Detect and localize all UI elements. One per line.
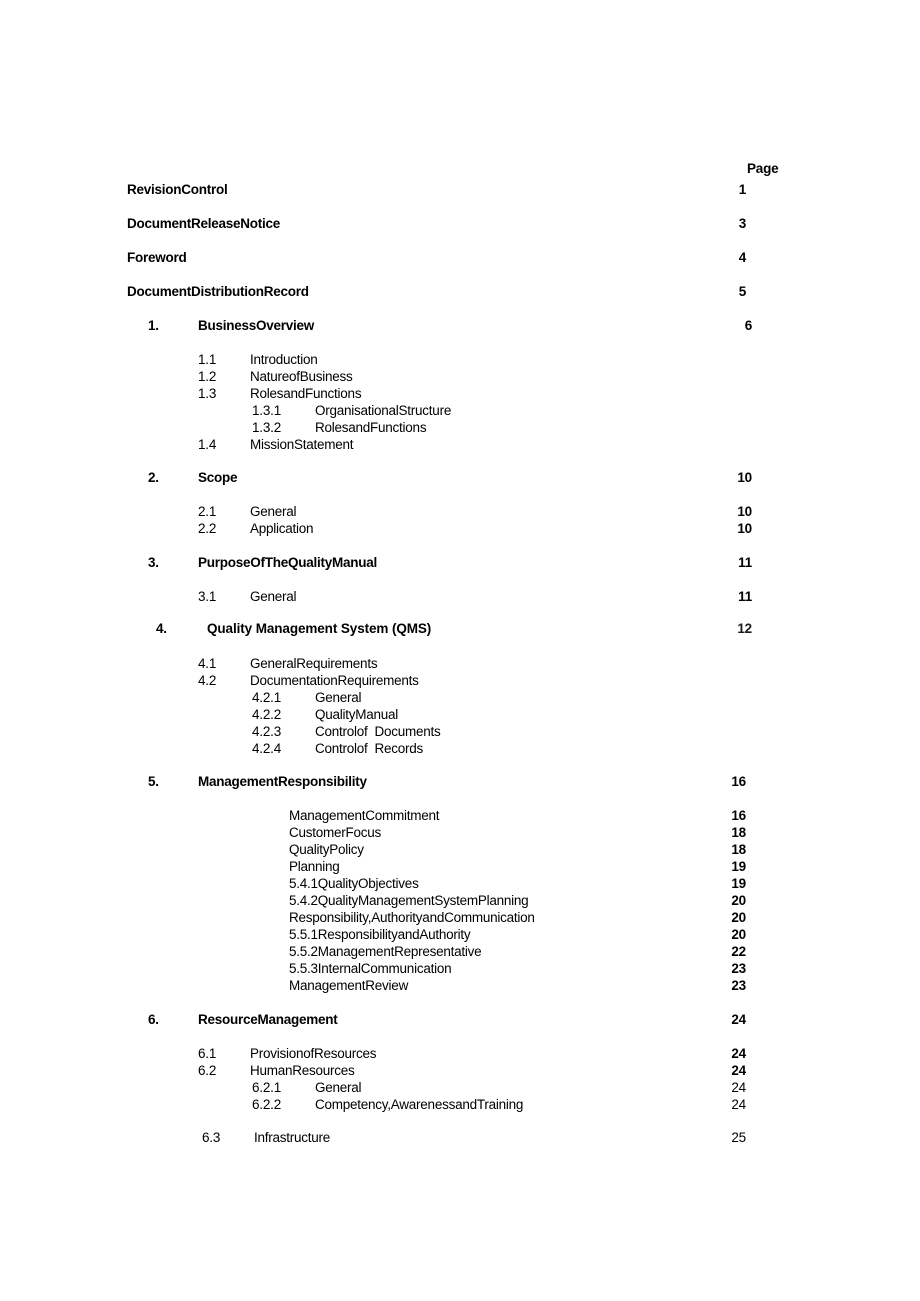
toc-entry-number: 1.4 (198, 437, 217, 452)
toc-entry-page-number: 18 (731, 825, 746, 840)
toc-entry-number: 4.2 (198, 673, 217, 688)
toc-entry-title[interactable]: GeneralRequirements (250, 656, 378, 671)
toc-row[interactable] (0, 419, 920, 436)
toc-row[interactable] (0, 588, 920, 605)
toc-entry-page-number: 19 (731, 859, 746, 874)
toc-entry-number: 5. (148, 774, 159, 789)
toc-entry-page-number: 20 (731, 927, 746, 942)
toc-entry-title[interactable]: Application (250, 521, 314, 536)
toc-row[interactable] (0, 892, 920, 909)
toc-row[interactable] (0, 807, 920, 824)
toc-entry-number: 4.2.1 (252, 690, 282, 705)
toc-row[interactable] (0, 1011, 920, 1028)
toc-entry-title[interactable]: General (315, 690, 362, 705)
toc-entry-title[interactable]: Infrastructure (254, 1130, 331, 1145)
toc-entry-title[interactable]: Controlof Records (315, 741, 424, 756)
toc-row[interactable] (0, 1079, 920, 1096)
toc-entry-page-number: 23 (731, 961, 746, 976)
toc-entry-title[interactable]: General (250, 589, 297, 604)
toc-entry-page-number: 24 (731, 1080, 746, 1095)
toc-row[interactable] (0, 368, 920, 385)
toc-entry-number: 2. (148, 470, 159, 485)
toc-entry-page-number: 24 (731, 1046, 746, 1061)
toc-entry-title[interactable]: DocumentationRequirements (250, 673, 419, 688)
toc-row[interactable] (0, 858, 920, 875)
toc-entry-page-number: 10 (737, 521, 752, 536)
toc-entry-title[interactable]: NatureofBusiness (250, 369, 353, 384)
toc-entry-page-number: 18 (731, 842, 746, 857)
toc-row[interactable] (0, 469, 920, 486)
toc-entry-title[interactable]: 5.4.1QualityObjectives (289, 876, 419, 891)
toc-row[interactable] (0, 909, 920, 926)
toc-entry-title[interactable]: 5.5.2ManagementRepresentative (289, 944, 482, 959)
toc-entry-title[interactable]: ManagementCommitment (289, 808, 440, 823)
toc-row[interactable] (0, 740, 920, 757)
toc-entry-number: 1.2 (198, 369, 217, 384)
toc-row[interactable] (0, 841, 920, 858)
toc-entry-page-number: 19 (731, 876, 746, 891)
toc-entry-title[interactable]: RevisionControl (127, 182, 228, 197)
toc-entry-page-number: 24 (731, 1097, 746, 1112)
toc-entry-page-number: 16 (731, 808, 746, 823)
toc-row[interactable] (0, 875, 920, 892)
toc-entry-number: 1.1 (198, 352, 217, 367)
toc-entry-number: 4.2.4 (252, 741, 282, 756)
toc-entry-title[interactable]: CustomerFocus (289, 825, 382, 840)
toc-entry-title[interactable]: ResourceManagement (198, 1012, 338, 1027)
toc-entry-page-number: 5 (738, 284, 746, 299)
toc-row[interactable] (0, 977, 920, 994)
toc-row[interactable] (0, 181, 920, 198)
toc-row[interactable] (0, 1045, 920, 1062)
toc-entry-page-number: 11 (738, 555, 752, 570)
toc-entry-page-number: 10 (737, 470, 752, 485)
toc-entry-number: 4.1 (198, 656, 217, 671)
toc-entry-title[interactable]: Competency,AwarenessandTraining (315, 1097, 524, 1112)
toc-entry-page-number: 20 (731, 910, 746, 925)
toc-entry-title[interactable]: Scope (198, 470, 238, 485)
toc-row[interactable] (0, 1062, 920, 1079)
page-column-header: Page (747, 161, 779, 176)
toc-entry-title[interactable]: ManagementResponsibility (198, 774, 367, 789)
toc-row[interactable] (0, 655, 920, 672)
toc-entry-title[interactable]: General (315, 1080, 362, 1095)
toc-entry-title[interactable]: PurposeOfTheQualityManual (198, 555, 378, 570)
toc-entry-page-number: 3 (738, 216, 746, 231)
toc-entry-page-number: 24 (731, 1012, 746, 1027)
toc-entry-number: 2.1 (198, 504, 217, 519)
toc-entry-title[interactable]: Introduction (250, 352, 318, 367)
toc-row[interactable] (0, 385, 920, 402)
toc-entry-title[interactable]: DocumentReleaseNotice (127, 216, 281, 231)
toc-entry-page-number: 16 (731, 774, 746, 789)
toc-entry-title[interactable]: ProvisionofResources (250, 1046, 377, 1061)
toc-entry-number: 6.3 (202, 1130, 221, 1145)
toc-row[interactable] (0, 249, 920, 266)
toc-row[interactable] (0, 520, 920, 537)
toc-entry-number: 6.1 (198, 1046, 217, 1061)
toc-entry-page-number: 22 (731, 944, 746, 959)
toc-row[interactable] (0, 436, 920, 453)
toc-entry-title[interactable]: ManagementReview (289, 978, 409, 993)
toc-entry-page-number: 4 (738, 250, 746, 265)
toc-entry-page-number: 6 (744, 318, 752, 333)
toc-entry-title[interactable]: 5.4.2QualityManagementSystemPlanning (289, 893, 529, 908)
toc-row[interactable] (0, 706, 920, 723)
toc-entry-title[interactable]: QualityPolicy (289, 842, 364, 857)
toc-entry-title[interactable]: MissionStatement (250, 437, 354, 452)
toc-entry-number: 6.2 (198, 1063, 217, 1078)
toc-entry-title[interactable]: 5.5.3InternalCommunication (289, 961, 452, 976)
toc-entry-number: 3. (148, 555, 159, 570)
toc-entry-number: 1.3.2 (252, 420, 282, 435)
toc-entry-page-number: 10 (737, 504, 752, 519)
toc-entry-page-number: 11 (738, 589, 752, 604)
toc-row[interactable] (0, 943, 920, 960)
toc-row[interactable] (0, 402, 920, 419)
toc-row[interactable] (0, 773, 920, 790)
toc-entry-number: 3.1 (198, 589, 217, 604)
toc-row[interactable] (0, 824, 920, 841)
toc-row[interactable] (0, 215, 920, 232)
toc-entry-title[interactable]: General (250, 504, 297, 519)
toc-entry-page-number: 25 (731, 1130, 746, 1145)
toc-row[interactable] (0, 926, 920, 943)
toc-entry-number: 1.3 (198, 386, 217, 401)
toc-row[interactable] (0, 960, 920, 977)
toc-entry-page-number: 24 (731, 1063, 746, 1078)
toc-entry-title[interactable]: OrganisationalStructure (315, 403, 452, 418)
toc-entry-number: 2.2 (198, 521, 217, 536)
toc-entry-page-number: 20 (731, 893, 746, 908)
toc-entry-title[interactable]: Quality Management System (QMS) (207, 621, 432, 636)
toc-row[interactable] (0, 351, 920, 368)
toc-entry-title[interactable]: 5.5.1ResponsibilityandAuthority (289, 927, 471, 942)
toc-entry-title[interactable]: RolesandFunctions (250, 386, 362, 401)
toc-row[interactable] (0, 317, 920, 334)
toc-entry-number: 6. (148, 1012, 159, 1027)
toc-entry-number: 1.3.1 (252, 403, 282, 418)
toc-entry-title[interactable]: Planning (289, 859, 340, 874)
toc-row[interactable] (0, 283, 920, 300)
toc-entry-number: 6.2.2 (252, 1097, 282, 1112)
toc-row[interactable] (0, 723, 920, 740)
toc-entry-title[interactable]: RolesandFunctions (315, 420, 427, 435)
toc-row[interactable] (0, 620, 920, 637)
toc-entry-page-number: 12 (737, 621, 752, 636)
toc-row[interactable] (0, 503, 920, 520)
toc-entry-page-number: 1 (738, 182, 746, 197)
toc-row[interactable] (0, 689, 920, 706)
toc-entry-number: 4.2.3 (252, 724, 282, 739)
toc-entry-title[interactable]: Foreword (127, 250, 187, 265)
toc-entry-number: 4.2.2 (252, 707, 282, 722)
toc-entry-title[interactable]: DocumentDistributionRecord (127, 284, 309, 299)
toc-entry-number: 1. (148, 318, 159, 333)
toc-entry-title[interactable]: Controlof Documents (315, 724, 441, 739)
toc-row[interactable] (0, 672, 920, 689)
toc-entry-page-number: 23 (731, 978, 746, 993)
toc-entry-number: 6.2.1 (252, 1080, 282, 1095)
toc-entry-title[interactable]: BusinessOverview (198, 318, 315, 333)
toc-row[interactable] (0, 554, 920, 571)
toc-entry-title[interactable]: HumanResources (250, 1063, 355, 1078)
toc-entry-number: 4. (156, 621, 167, 636)
toc-row[interactable] (0, 1096, 920, 1113)
toc-entry-title[interactable]: Responsibility,AuthorityandCommunication (289, 910, 535, 925)
toc-row[interactable] (0, 1129, 920, 1146)
toc-entry-title[interactable]: QualityManual (315, 707, 399, 722)
